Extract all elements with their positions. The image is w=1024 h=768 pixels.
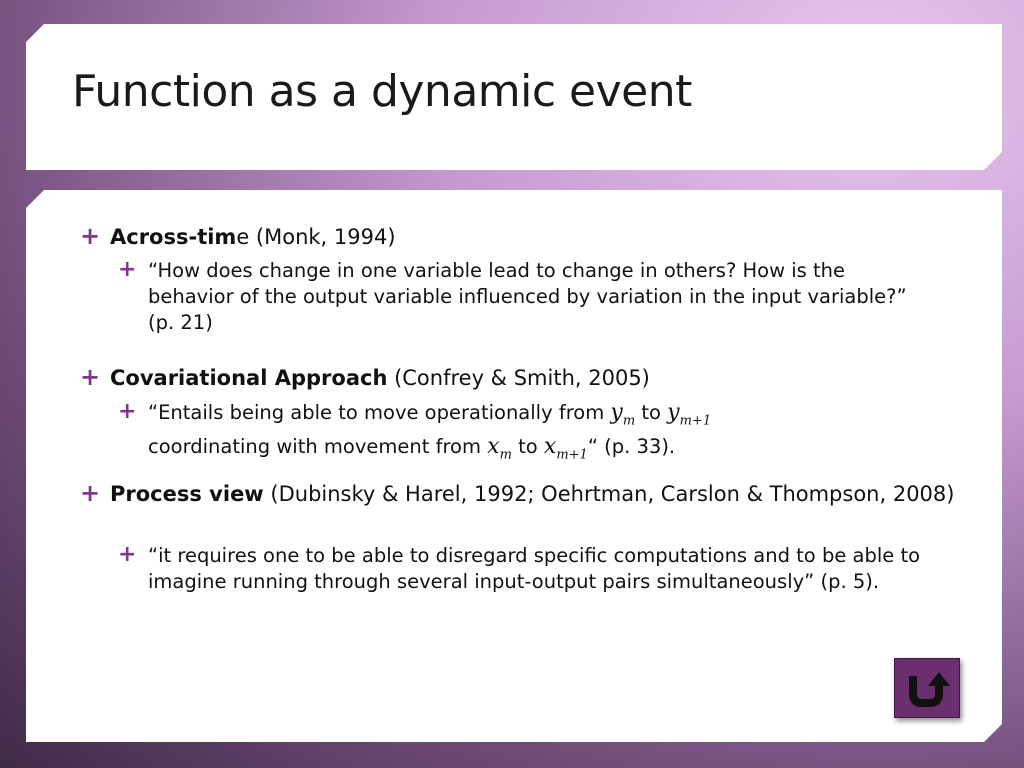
bullet-term: Covariational Approach bbox=[110, 366, 388, 390]
plus-bullet-icon: + bbox=[118, 399, 137, 424]
math-y-m1: $y_{m+1}$ bbox=[667, 400, 712, 429]
plus-bullet-icon: + bbox=[80, 222, 101, 250]
bullet-term: Across-tim bbox=[110, 225, 237, 249]
return-button[interactable] bbox=[894, 658, 960, 718]
sub-bullet-text: “it requires one to be able to disregard specific computations and to be able to imagine running through several input-output pairs simultaneously” (p. 5). bbox=[148, 544, 921, 593]
u-turn-arrow-icon bbox=[904, 668, 950, 708]
math-x-m: $x_m$ bbox=[487, 434, 512, 463]
plus-bullet-icon: + bbox=[118, 542, 137, 567]
bullet-term: Process view bbox=[110, 482, 264, 506]
slide-title: Function as a dynamic event bbox=[72, 66, 692, 117]
sub-bullet-dubinsky-quote bbox=[118, 542, 934, 595]
sub-bullet-confrey-quote: + “Entails being able to move operationally from $y_m$ to $y_{m+1}$ coordinating with movement from $x_m$ to $x_{m+1}“$ (p. 33). bbox=[118, 399, 712, 463]
bullet-covariational bbox=[80, 363, 964, 391]
math-y-m: $y_m$ bbox=[610, 400, 636, 429]
sub-bullet-text: “How does change in one variable lead to change in others? How is the behavior of the output variable influenced by variation in the input variable?” (p. 21) bbox=[148, 259, 907, 334]
bullet-process-view bbox=[80, 479, 964, 507]
bullet-citation: e (Monk, 1994) bbox=[236, 225, 396, 249]
plus-bullet-icon: + bbox=[80, 479, 101, 507]
sub-bullet-monk-quote bbox=[118, 257, 934, 336]
bullet-across-time bbox=[80, 222, 964, 250]
plus-bullet-icon: + bbox=[80, 363, 101, 391]
bullet-citation: (Confrey & Smith, 2005) bbox=[387, 366, 650, 390]
sub-bullet-text: “Entails being able to move operationally from bbox=[148, 401, 611, 424]
plus-bullet-icon: + bbox=[118, 257, 137, 282]
math-x-m1: $x_{m+1}$ bbox=[543, 434, 588, 463]
bullet-citation: (Dubinsky & Harel, 1992; Oehrtman, Carslon & Thompson, 2008) bbox=[263, 482, 955, 506]
